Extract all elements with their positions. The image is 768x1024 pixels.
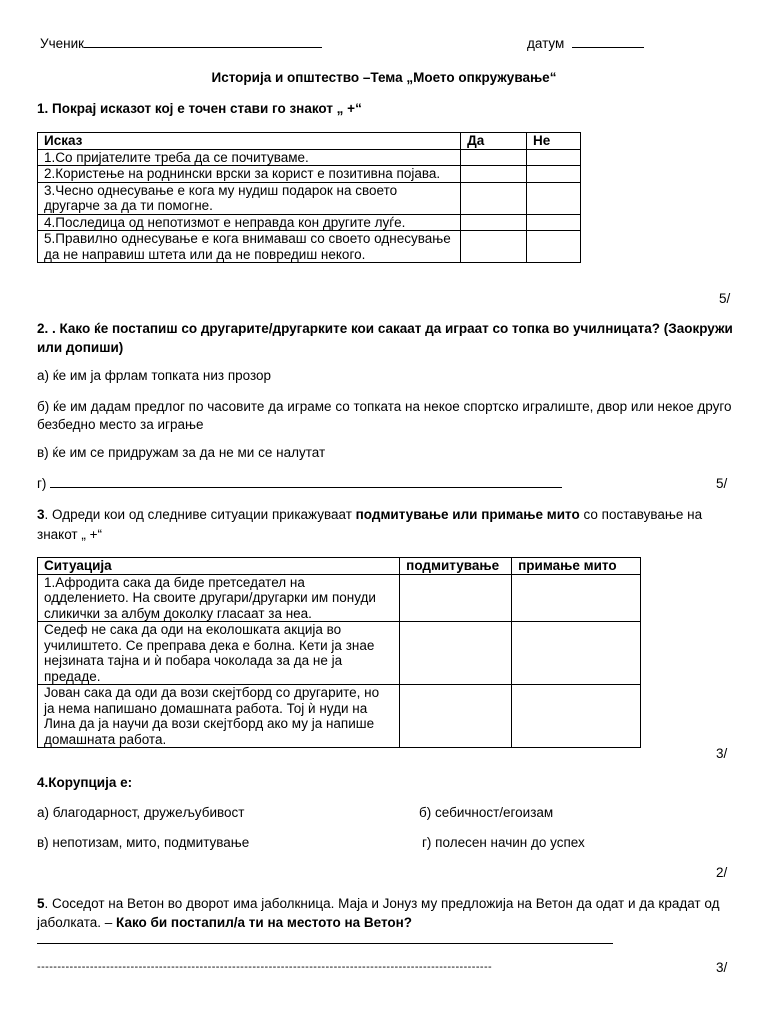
table-row	[38, 182, 581, 214]
column-header: примање мито	[512, 558, 641, 575]
statement-cell: 4.Последица од непотизмот е неправда кон другите луѓе.	[38, 214, 461, 231]
yes-cell[interactable]	[461, 231, 527, 263]
table-row	[38, 231, 581, 263]
q5-score: 3/	[716, 960, 728, 975]
date-field[interactable]	[572, 47, 644, 48]
no-cell[interactable]	[527, 166, 581, 183]
q1-score: 5/	[719, 291, 731, 306]
table-header-row	[38, 558, 641, 575]
date-label: датум	[527, 36, 644, 51]
taking-bribe-cell[interactable]	[512, 685, 641, 748]
yes-cell[interactable]	[461, 214, 527, 231]
q4-option-c: в) непотизам, мито, подмитување	[37, 835, 250, 850]
column-header: Да	[461, 133, 527, 150]
table-row	[38, 622, 641, 685]
q5-dash-line[interactable]: ----------------------------------------------------------------------------------------------------------------	[37, 961, 493, 973]
table-header-row	[38, 133, 581, 150]
q3-table	[37, 557, 641, 748]
q2-option-b: б) ќе им дадам предлог по часовите да играме со топката на некое спортско игралиште, двор или некое друго безбедно место за играње	[37, 399, 732, 432]
table-row	[38, 149, 581, 166]
page-title: Историја и општество –Тема „Моето опкружување“	[211, 70, 557, 85]
q2-option-d: г)	[37, 476, 562, 491]
statement-cell: 2.Користење на роднински врски за корист е позитивна појава.	[38, 166, 461, 183]
situation-cell: 1.Афродита сака да биде претседател на одделението. На своите другари/другарки им понуди сликички за албум доколку гласаат за неа.	[38, 574, 400, 622]
student-label: Ученик	[40, 36, 322, 51]
q2-heading: 2. . Како ќе постапиш со другарите/другарките кои сакаат да играат со топка во училницата? (Заокружи или допиши)	[37, 321, 733, 355]
q2-option-a: а) ќе им ја фрлам топката низ прозор	[37, 368, 272, 383]
q4-heading: 4.Корупција е:	[37, 775, 133, 790]
table-row	[38, 166, 581, 183]
column-header: Исказ	[38, 133, 461, 150]
q3-heading: 3. Одреди кои од следниве ситуации прикажуваат подмитување или примање мито со поставување на знакот „ +“	[37, 507, 703, 542]
statement-cell: 5.Правилно однесување е кога внимаваш со своето однесување да не направиш штета или да не повредиш некого.	[38, 231, 461, 263]
q3-score: 3/	[716, 746, 728, 761]
q1-heading: 1. Покрај исказот кој е точен стави го знакот „ +“	[37, 101, 362, 116]
yes-cell[interactable]	[461, 166, 527, 183]
q5-heading: 5. Соседот на Ветон во дворот има јаболкница. Маја и Јонуз му предложија на Ветон да одат и да крадат од јаболката. – Како би постапил/а ти на местото на Ветон?	[37, 896, 720, 930]
yes-cell[interactable]	[461, 182, 527, 214]
bribing-cell[interactable]	[400, 622, 512, 685]
taking-bribe-cell[interactable]	[512, 574, 641, 622]
student-name-field[interactable]	[84, 47, 322, 48]
taking-bribe-cell[interactable]	[512, 622, 641, 685]
q4-option-a: а) благодарност, дружељубивост	[37, 805, 245, 820]
statement-cell: 1.Со пријателите треба да се почитуваме.	[38, 149, 461, 166]
table-row	[38, 685, 641, 748]
no-cell[interactable]	[527, 182, 581, 214]
table-row	[38, 574, 641, 622]
q5-answer-line[interactable]	[37, 943, 613, 944]
no-cell[interactable]	[527, 231, 581, 263]
q4-option-b: б) себичност/егоизам	[419, 805, 554, 820]
statement-cell: 3.Чесно однесување е кога му нудиш подарок на своето другарче за да ти помогне.	[38, 182, 461, 214]
bribing-cell[interactable]	[400, 685, 512, 748]
situation-cell: Јован сака да оди да вози скејтборд со другарите, но ја нема напишано домашната работа. Тој ѝ нуди на Лина да ја научи да вози скејтборд ако му ја напише домашната работа.	[38, 685, 400, 748]
no-cell[interactable]	[527, 214, 581, 231]
column-header: подмитување	[400, 558, 512, 575]
q2-option-c: в) ќе им се придружам за да не ми се налутат	[37, 445, 326, 460]
q2-answer-line[interactable]	[50, 487, 562, 488]
column-header: Ситуација	[38, 558, 400, 575]
q4-score: 2/	[716, 865, 728, 880]
no-cell[interactable]	[527, 149, 581, 166]
situation-cell: Седеф не сака да оди на еколошката акција во училиштето. Се преправа дека е болна. Кети ја знае нејзината тајна и ѝ побара чоколада за да не ја предаде.	[38, 622, 400, 685]
table-row	[38, 214, 581, 231]
column-header: Не	[527, 133, 581, 150]
q2-score: 5/	[716, 476, 728, 491]
bribing-cell[interactable]	[400, 574, 512, 622]
q4-option-d: г) полесен начин до успех	[422, 835, 585, 850]
yes-cell[interactable]	[461, 149, 527, 166]
q1-table	[37, 132, 581, 263]
